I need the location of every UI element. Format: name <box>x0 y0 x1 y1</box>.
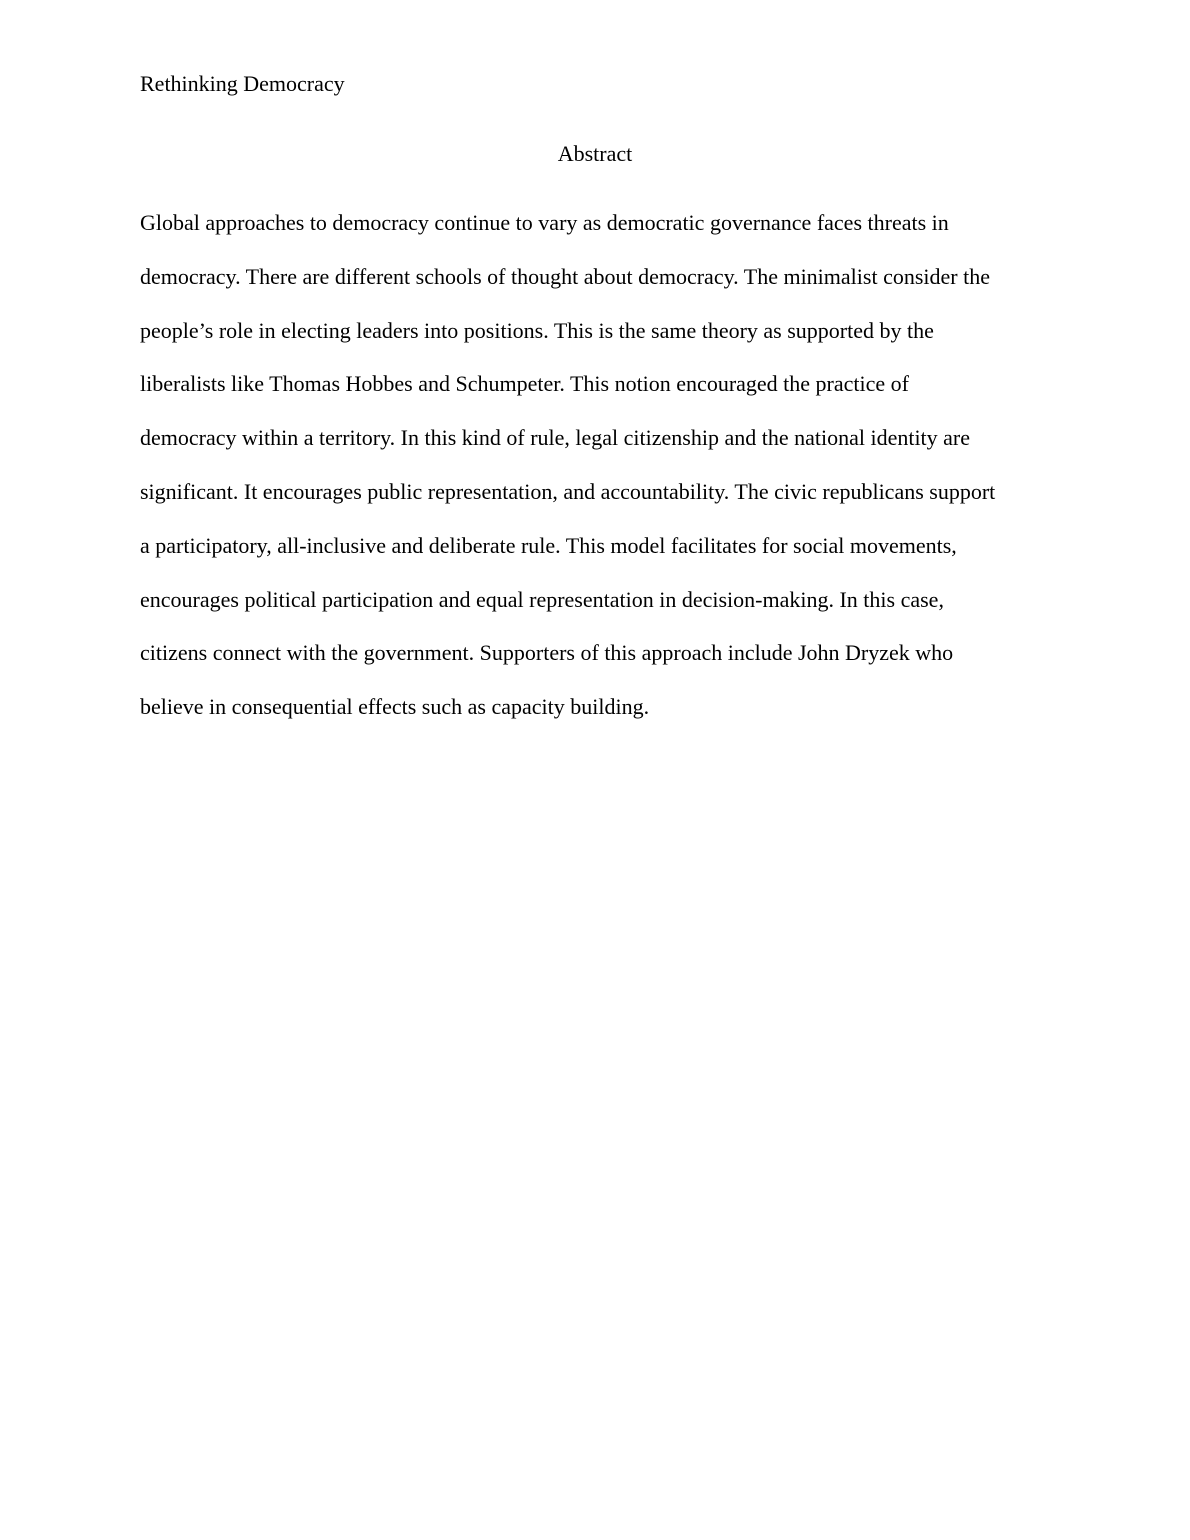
abstract-line: a participatory, all-inclusive and deliberate rule. This model facilitates for social movements, <box>140 532 957 558</box>
abstract-line: Global approaches to democracy continue to vary as democratic governance faces threats in <box>140 210 949 235</box>
abstract-line: people’s role in electing leaders into positions. This is the same theory as supported by the <box>140 317 934 343</box>
abstract-line: democracy within a territory. In this kind of rule, legal citizenship and the national identity are <box>140 425 971 451</box>
abstract-paragraph <box>140 196 1060 734</box>
abstract-line: liberalists like Thomas Hobbes and Schumpeter. This notion encouraged the practice of <box>140 371 909 397</box>
running-head: Rethinking Democracy <box>140 71 345 96</box>
abstract-line: believe in consequential effects such as capacity building. <box>140 694 650 720</box>
abstract-line: encourages political participation and equal representation in decision-making. In this case, <box>140 586 944 612</box>
abstract-line: significant. It encourages public representation, and accountability. The civic republicans support <box>140 478 996 504</box>
abstract-line: citizens connect with the government. Supporters of this approach include John Dryzek who <box>140 640 954 666</box>
abstract-heading: Abstract <box>557 141 633 166</box>
abstract-line: democracy. There are different schools of thought about democracy. The minimalist consider the <box>140 263 990 289</box>
